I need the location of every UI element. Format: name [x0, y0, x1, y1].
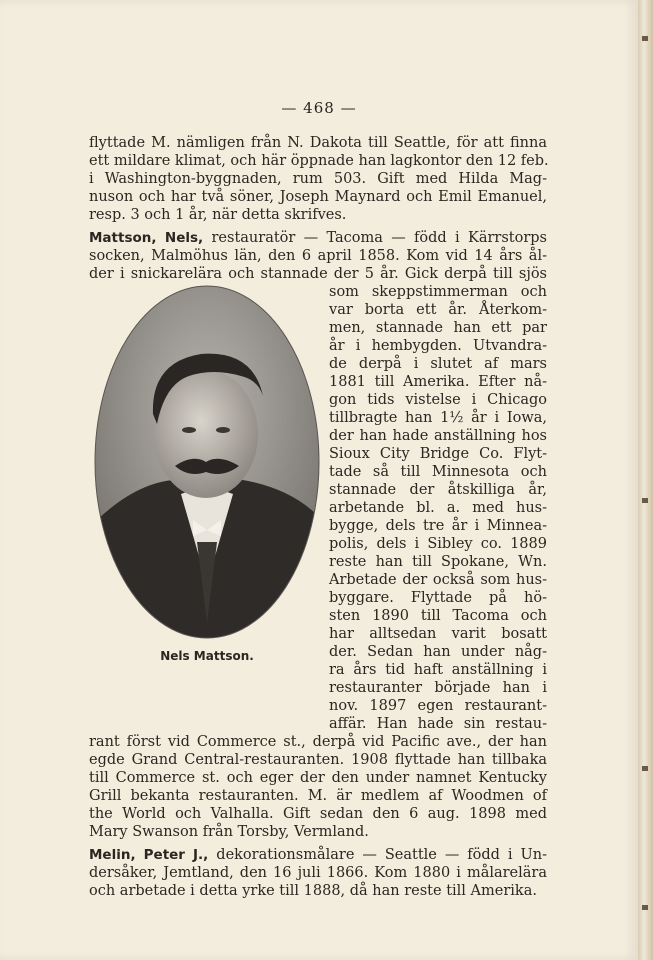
- text-line: Grill bekanta restauranten. M. är medlem af Woodmen of: [89, 788, 547, 804]
- text-line: bygge, dels tre år i Minnea-: [329, 518, 547, 534]
- text-line: i Washington-byggnaden, rum 503. Gift med Hilda Mag-: [89, 171, 547, 187]
- text-line: ra års tid haft anställning i: [329, 662, 547, 678]
- text-line: flyttade M. nämligen från N. Dakota till Seattle, för att finna: [89, 135, 547, 151]
- text-line: the World och Valhalla. Gift sedan den 6 aug. 1898 med: [89, 806, 547, 822]
- text-line: Sioux City Bridge Co. Flyt-: [329, 446, 547, 462]
- text-line: socken, Malmöhus län, den 6 april 1858. Kom vid 14 års ål-: [89, 248, 547, 264]
- entry-lead-mattson: [89, 229, 547, 247]
- text-line: restauranter började han i: [329, 680, 547, 696]
- entry-name-melin: Melin, Peter J.,: [89, 847, 209, 863]
- text-line: tade så till Minnesota och: [329, 464, 547, 480]
- text-line: till Commerce st. och eger der den under namnet Kentucky: [89, 770, 547, 786]
- spine-mark: [642, 36, 648, 41]
- spine-mark: [642, 498, 648, 503]
- text-line: ett mildare klimat, och här öppnade han lagkontor den 12 feb.: [89, 153, 549, 169]
- book-spine: [638, 0, 653, 960]
- text-line: 1881 till Amerika. Efter nå-: [329, 374, 547, 390]
- text-line: arbetande bl. a. med hus-: [329, 500, 547, 516]
- page-number: — 468 —: [281, 99, 357, 117]
- text-line: rant först vid Commerce st., derpå vid Pacific ave., der han: [89, 734, 547, 750]
- text-line: var borta ett år. Återkom-: [329, 302, 547, 318]
- text-line: byggare. Flyttade på hö-: [329, 590, 547, 606]
- portrait-photo: [93, 284, 321, 640]
- text-line: men, stannade han ett par: [329, 320, 547, 336]
- entry-lead-text: restauratör — Tacoma — född i Kärrstorps: [203, 230, 547, 246]
- entry-lead-text: dekorationsmålare — Seattle — född i Un-: [208, 847, 547, 863]
- text-line: tillbragte han 1½ år i Iowa,: [329, 410, 547, 426]
- text-line: har alltsedan varit bosatt: [329, 626, 547, 642]
- text-line: resp. 3 och 1 år, när detta skrifves.: [89, 207, 347, 223]
- text-line: reste han till Spokane, Wn.: [329, 554, 547, 570]
- text-line: sten 1890 till Tacoma och: [329, 608, 547, 624]
- text-line: de derpå i slutet af mars: [329, 356, 547, 372]
- text-line: och arbetade i detta yrke till 1888, då han reste till Amerika.: [89, 883, 537, 899]
- text-line: nov. 1897 egen restaurant-: [329, 698, 547, 714]
- text-line: dersåker, Jemtland, den 16 juli 1866. Kom 1880 i målarelära: [89, 865, 547, 881]
- entry-lead-melin: [89, 846, 547, 864]
- text-line: som skeppstimmerman och: [329, 284, 547, 300]
- text-line: affär. Han hade sin restau-: [329, 716, 547, 732]
- text-line: Arbetade der också som hus-: [329, 572, 547, 588]
- text-line: år i hembygden. Utvandra-: [329, 338, 547, 354]
- spine-mark: [642, 766, 648, 771]
- text-line: Mary Swanson från Torsby, Vermland.: [89, 824, 369, 840]
- text-line: der i snickarelära och stannade der 5 år. Gick derpå till sjös: [89, 266, 547, 282]
- text-line: nuson och har två söner, Joseph Maynard och Emil Emanuel,: [89, 189, 547, 205]
- entry-name-mattson: Mattson, Nels,: [89, 230, 204, 246]
- text-line: der han hade anställning hos: [329, 428, 547, 444]
- text-line: polis, dels i Sibley co. 1889: [329, 536, 547, 552]
- text-line: gon tids vistelse i Chicago: [329, 392, 547, 408]
- spine-mark: [642, 905, 648, 910]
- text-line: der. Sedan han under någ-: [329, 644, 547, 660]
- portrait-caption: Nels Mattson.: [160, 649, 254, 663]
- text-line: egde Grand Central-restauranten. 1908 flyttade han tillbaka: [89, 752, 547, 768]
- text-line: stannade der åtskilliga år,: [329, 482, 547, 498]
